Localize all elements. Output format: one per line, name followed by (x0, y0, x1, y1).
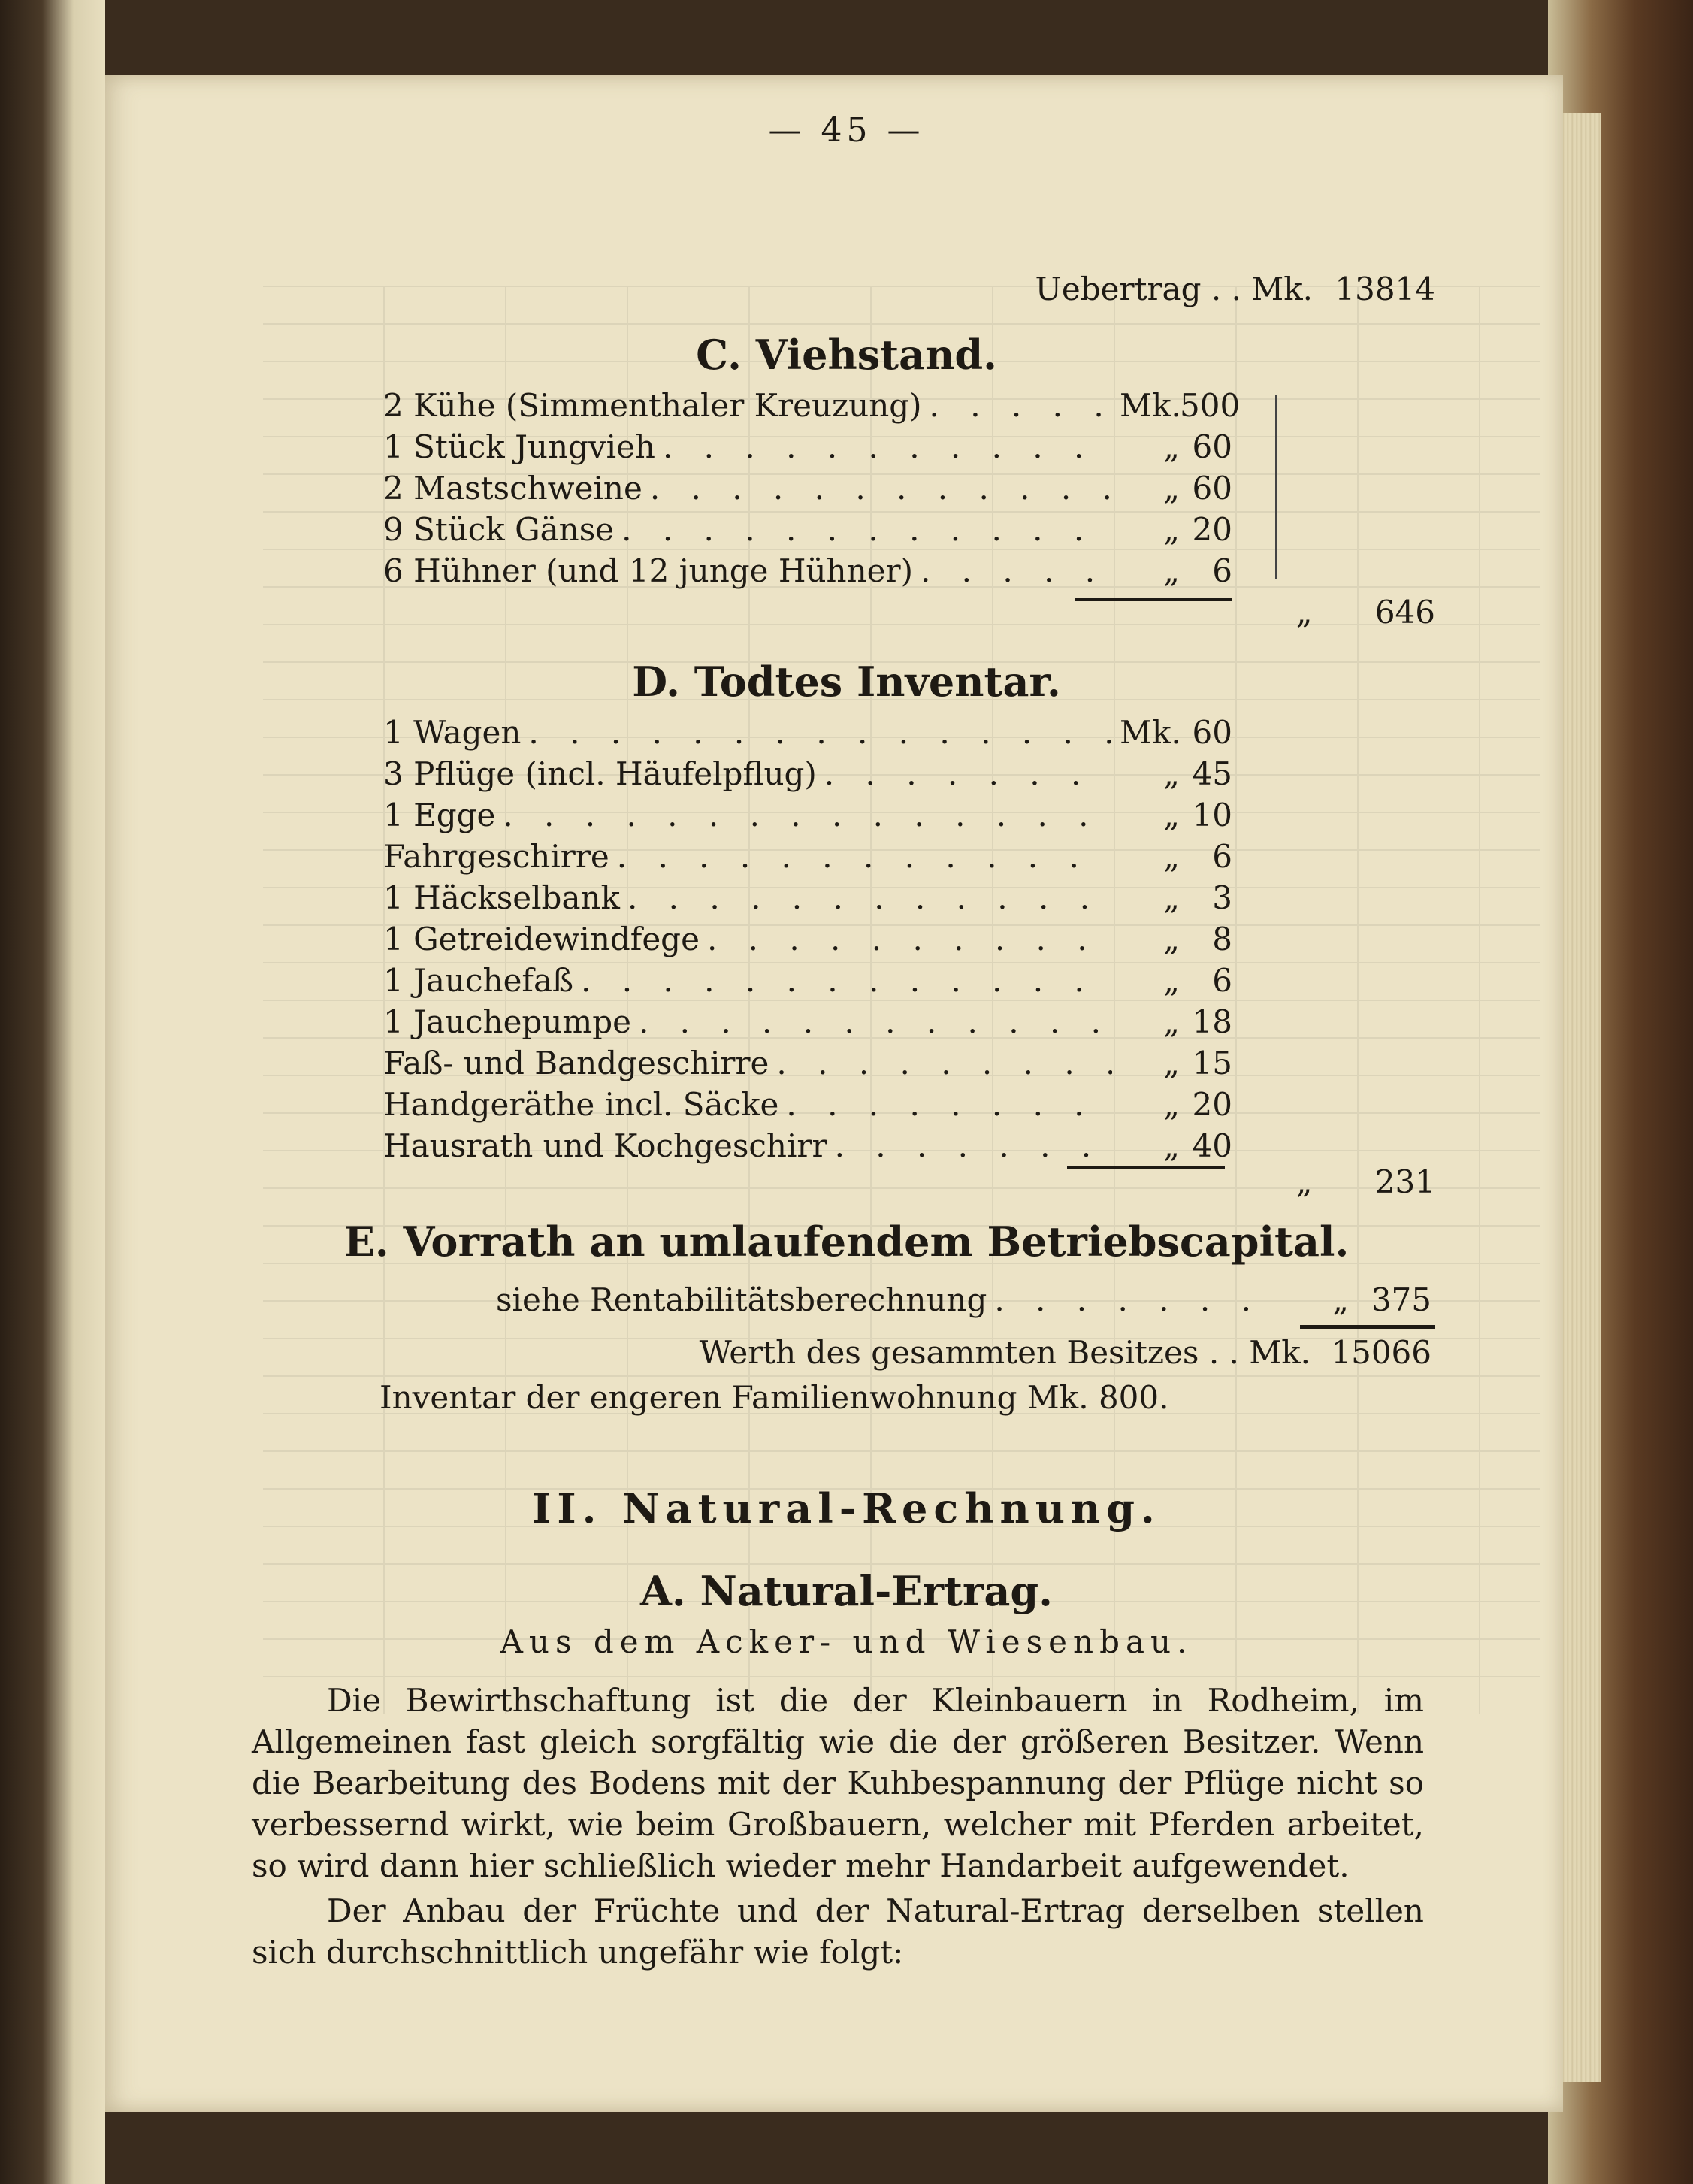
uebertrag-unit: Mk. (1251, 271, 1314, 307)
item-label: siehe Rentabilitätsberechnung (496, 1281, 987, 1318)
item-label: 1 Stück Jungvieh (383, 428, 655, 465)
leader-dots (617, 838, 1112, 875)
item-unit: „ (1163, 511, 1180, 548)
item-row (383, 962, 1232, 999)
leader-dots (581, 962, 1112, 999)
leader-dots (627, 879, 1112, 916)
item-row (383, 714, 1232, 751)
section-e-title: E. Vorrath an umlaufendem Betriebscapital. (343, 1218, 1350, 1266)
double-rule (1300, 1325, 1435, 1329)
item-amount: 20 (1192, 1086, 1232, 1123)
item-amount: 60 (1192, 470, 1232, 507)
total-unit: „ (1295, 594, 1313, 631)
item-label: 1 Wagen (383, 714, 522, 751)
section-d-title: D. Todtes Inventar. (632, 658, 1061, 706)
item-row (383, 879, 1232, 916)
item-amount: 60 (1192, 428, 1232, 465)
inventar-note: Inventar der engeren Familienwohnung Mk. 800. (379, 1379, 1169, 1416)
leader-dots (835, 1127, 1112, 1164)
section-c-total (1270, 594, 1435, 631)
leader-dots (621, 511, 1112, 548)
item-unit: „ (1163, 1086, 1180, 1123)
item-label: 1 Häckselbank (383, 879, 620, 916)
werth-line (676, 1334, 1431, 1371)
item-amount: 45 (1192, 755, 1232, 792)
item-unit: „ (1163, 1003, 1180, 1040)
leader-dots (503, 797, 1112, 833)
item-amount: 60 (1192, 714, 1232, 751)
item-row (383, 428, 1232, 465)
werth-value: 15066 (1331, 1334, 1431, 1371)
uebertrag-line (1014, 271, 1435, 307)
item-label: 2 Kühe (Simmenthaler Kreuzung) (383, 387, 922, 424)
leader-dots (707, 921, 1112, 957)
item-unit: „ (1163, 1045, 1180, 1081)
item-row (383, 470, 1232, 507)
item-unit: „ (1163, 797, 1180, 833)
section-ii-title: II. Natural-Rechnung. (532, 1484, 1161, 1532)
werth-dots: . . (1208, 1334, 1250, 1371)
item-label: 9 Stück Gänse (383, 511, 615, 548)
item-label: 2 Mastschweine (383, 470, 642, 507)
item-amount: 6 (1212, 838, 1232, 875)
leader-dots (930, 387, 1112, 424)
page-number: — 45 — (768, 111, 925, 150)
item-amount: 15 (1192, 1045, 1232, 1081)
item-row (383, 387, 1241, 424)
item-amount: 8 (1212, 921, 1232, 957)
item-row (383, 1045, 1232, 1081)
item-unit: „ (1163, 755, 1180, 792)
bracket-line (1275, 395, 1277, 579)
item-unit: „ (1163, 428, 1180, 465)
item-row (383, 921, 1232, 957)
werth-unit: Mk. (1249, 1334, 1311, 1371)
item-unit: Mk. (1120, 714, 1181, 751)
item-label: 3 Pflüge (incl. Häufelpflug) (383, 755, 817, 792)
item-row (383, 511, 1232, 548)
item-row (383, 1003, 1232, 1040)
leader-dots (921, 552, 1112, 589)
item-label: Fahrgeschirre (383, 838, 609, 875)
leader-dots (994, 1281, 1281, 1318)
item-row (383, 1086, 1232, 1123)
item-unit: „ (1163, 838, 1180, 875)
section-a-title: A. Natural-Ertrag. (640, 1567, 1053, 1615)
item-row (383, 838, 1232, 875)
item-amount: 6 (1212, 962, 1232, 999)
item-unit: Mk. (1120, 387, 1181, 424)
item-amount: 10 (1192, 797, 1232, 833)
item-amount: 6 (1212, 552, 1232, 589)
uebertrag-value: 13814 (1335, 271, 1435, 307)
item-amount: 500 (1180, 387, 1241, 424)
item-label: 1 Egge (383, 797, 496, 833)
item-label: 1 Jauchefaß (383, 962, 574, 999)
item-row (383, 797, 1232, 833)
leader-dots (650, 470, 1112, 507)
item-label: Handgeräthe incl. Säcke (383, 1086, 779, 1123)
section-a-subtitle: Aus dem Acker- und Wiesenbau. (500, 1623, 1193, 1660)
paragraph-anbau: Der Anbau der Früchte und der Natural-Ertrag derselben stellen sich durchschnittlich ungefähr wie folgt: (252, 1892, 1424, 1971)
item-label: Hausrath und Kochgeschirr (383, 1127, 827, 1164)
sum-rule (1067, 1166, 1225, 1169)
item-unit: „ (1163, 1127, 1180, 1164)
item-amount: 3 (1212, 879, 1232, 916)
leader-dots (824, 755, 1112, 792)
item-label: 1 Getreidewindfege (383, 921, 700, 957)
sum-rule (1075, 598, 1232, 601)
item-label: 1 Jauchepumpe (383, 1003, 631, 1040)
rentabilitaet-line (496, 1281, 1431, 1318)
leader-dots (786, 1086, 1112, 1123)
item-amount: 40 (1192, 1127, 1232, 1164)
item-amount: 18 (1192, 1003, 1232, 1040)
leader-dots (776, 1045, 1112, 1081)
total-unit: „ (1295, 1163, 1313, 1200)
item-unit: „ (1332, 1281, 1349, 1318)
item-unit: „ (1163, 921, 1180, 957)
item-unit: „ (1163, 962, 1180, 999)
total-amount: 231 (1374, 1163, 1435, 1200)
item-unit: „ (1163, 470, 1180, 507)
uebertrag-label: Uebertrag (1035, 271, 1202, 307)
total-amount: 646 (1374, 594, 1435, 631)
uebertrag-dots: . . (1211, 271, 1252, 307)
item-row (383, 755, 1232, 792)
leader-dots (639, 1003, 1112, 1040)
item-amount: 20 (1192, 511, 1232, 548)
item-row (383, 1127, 1232, 1164)
item-label: 6 Hühner (und 12 junge Hühner) (383, 552, 913, 589)
werth-label: Werth des gesammten Besitzes (699, 1334, 1199, 1371)
item-amount: 375 (1371, 1281, 1431, 1318)
item-row (383, 552, 1232, 589)
leader-dots (663, 428, 1112, 465)
item-unit: „ (1163, 879, 1180, 916)
section-d-total (1270, 1163, 1435, 1200)
leader-dots (528, 714, 1112, 751)
paragraph-bewirthschaftung: Die Bewirthschaftung ist die der Kleinbauern in Rodheim, im Allgemeinen fast gleich sorgfältig wie die der größeren Besitzer. Wenn die Bearbeitung des Bodens mit der Kuhbespannung der Pflüge nicht so verbessernd wirkt, wie beim Großbauern, welcher mit Pferden arbeitet, so wird dann hier schließlich wieder mehr Handarbeit aufgewendet. (252, 1682, 1424, 1884)
section-c-title: C. Viehstand. (696, 331, 997, 379)
item-label: Faß- und Bandgeschirre (383, 1045, 769, 1081)
item-unit: „ (1163, 552, 1180, 589)
